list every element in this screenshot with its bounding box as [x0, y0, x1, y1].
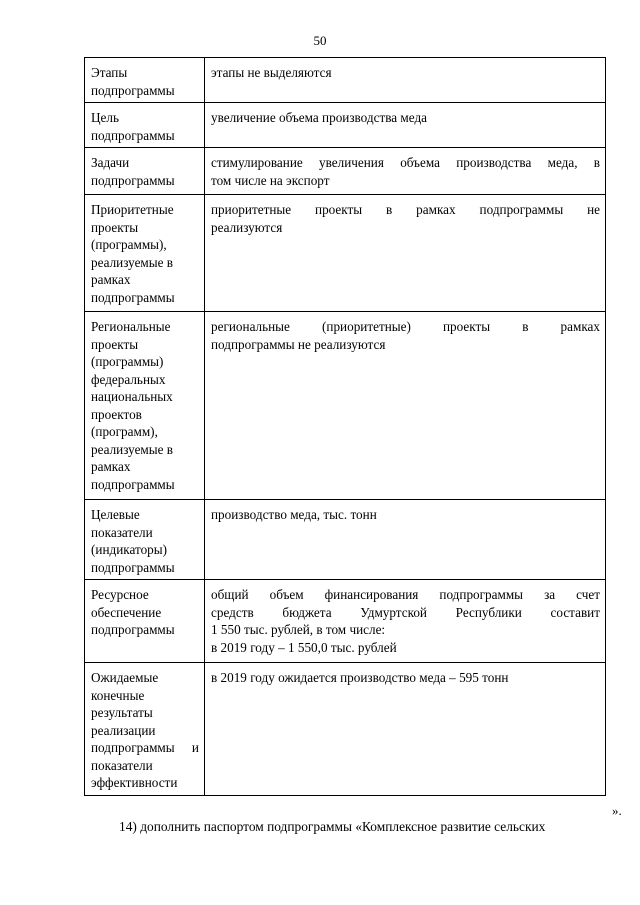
row-value-line: приоритетные проекты в рамках подпрограммы не: [211, 202, 600, 217]
table-row: [85, 148, 606, 195]
table-row: [85, 103, 606, 148]
row-label-line: (программ),: [91, 424, 158, 439]
row-label-line: обеспечение: [91, 604, 162, 620]
row-label-line: (индикаторы): [91, 542, 168, 557]
continuation-paragraph: 14) дополнить паспортом подпрограммы «Комплексное развитие сельских: [119, 819, 546, 834]
row-label-line: (программы),: [91, 237, 167, 252]
row-label-line: Этапы: [91, 65, 128, 80]
row-label-line: Ожидаемые: [91, 670, 159, 685]
row-value-cell: [205, 580, 606, 663]
row-label-line: эффективности: [91, 775, 178, 790]
row-label-cell: [85, 148, 205, 195]
row-label-line: Цель: [91, 110, 119, 125]
row-value-line: стимулирование увеличения объема производства меда, в: [211, 155, 600, 170]
row-label-line: проекты: [91, 219, 139, 235]
row-value-line: региональные (приоритетные) проекты в рамках: [211, 319, 600, 334]
row-label-line: подпрограммы: [91, 559, 175, 575]
subprogram-passport-table: [84, 57, 606, 796]
row-label-line: (программы): [91, 354, 164, 369]
row-label-line: проектов: [91, 406, 142, 422]
row-label-line: рамках: [91, 459, 131, 474]
row-value-cell: [205, 103, 606, 148]
row-value-cell: [205, 195, 606, 312]
row-label-line: подпрограммы: [91, 476, 175, 492]
row-label-line: Целевые: [91, 507, 140, 522]
row-value-cell: [205, 663, 606, 796]
row-value-cell: [205, 500, 606, 580]
row-value-line: этапы не выделяются: [211, 65, 332, 80]
row-label-line: реализуемые в: [91, 254, 174, 270]
table-row: [85, 580, 606, 663]
row-value-line: производство меда, тыс. тонн: [211, 507, 377, 522]
row-label-line: подпрограммы: [91, 127, 175, 143]
row-label-line: рамках: [91, 272, 131, 287]
row-value-line: том числе на экспорт: [211, 172, 330, 188]
page-number: 50: [313, 33, 327, 48]
row-label-line: Региональные: [91, 319, 171, 334]
row-label-line: конечные: [91, 687, 145, 703]
row-value-cell: [205, 148, 606, 195]
row-label-line: федеральных: [91, 371, 166, 387]
row-label-line: Приоритетные: [91, 202, 174, 217]
row-label-cell: [85, 580, 205, 663]
table-row: [85, 195, 606, 312]
table-row: [85, 58, 606, 103]
row-value-line: подпрограммы не реализуются: [211, 336, 386, 352]
table-row: [85, 663, 606, 796]
row-label-line: Задачи: [91, 155, 130, 170]
closing-quote-mark: ».: [612, 803, 622, 818]
row-label-cell: [85, 663, 205, 796]
row-value-cell: [205, 58, 606, 103]
row-label-line: результаты: [91, 705, 153, 720]
row-value-line: средств бюджета Удмуртской Республики составит: [211, 604, 600, 620]
row-label-line: национальных: [91, 389, 173, 404]
row-label-line: реализуемые в: [91, 441, 174, 457]
row-label-line: показатели: [91, 757, 153, 773]
row-label-line: подпрограммы: [91, 289, 175, 305]
row-value-line: 1 550 тыс. рублей, в том числе:: [211, 622, 386, 637]
row-value-cell: [205, 312, 606, 500]
row-value-line: увеличение объема производства меда: [211, 110, 428, 125]
row-label-line: подпрограммы: [91, 82, 175, 98]
row-label-line: подпрограммы и: [91, 740, 199, 755]
row-label-cell: [85, 58, 205, 103]
table-row: [85, 312, 606, 500]
row-value-line: в 2019 году ожидается производство меда – 595 тонн: [211, 670, 509, 685]
row-value-line: общий объем финансирования подпрограммы за счет: [211, 587, 600, 602]
row-label-cell: [85, 500, 205, 580]
row-label-cell: [85, 195, 205, 312]
row-label-line: подпрограммы: [91, 622, 175, 637]
row-label-line: реализации: [91, 722, 156, 738]
row-value-line: в 2019 году – 1 550,0 тыс. рублей: [211, 639, 397, 655]
row-label-cell: [85, 103, 205, 148]
row-label-line: показатели: [91, 524, 153, 540]
row-label-line: подпрограммы: [91, 172, 175, 188]
row-label-cell: [85, 312, 205, 500]
row-value-line: реализуются: [211, 219, 283, 235]
table-row: [85, 500, 606, 580]
row-label-line: проекты: [91, 336, 139, 352]
row-label-line: Ресурсное: [91, 587, 149, 602]
